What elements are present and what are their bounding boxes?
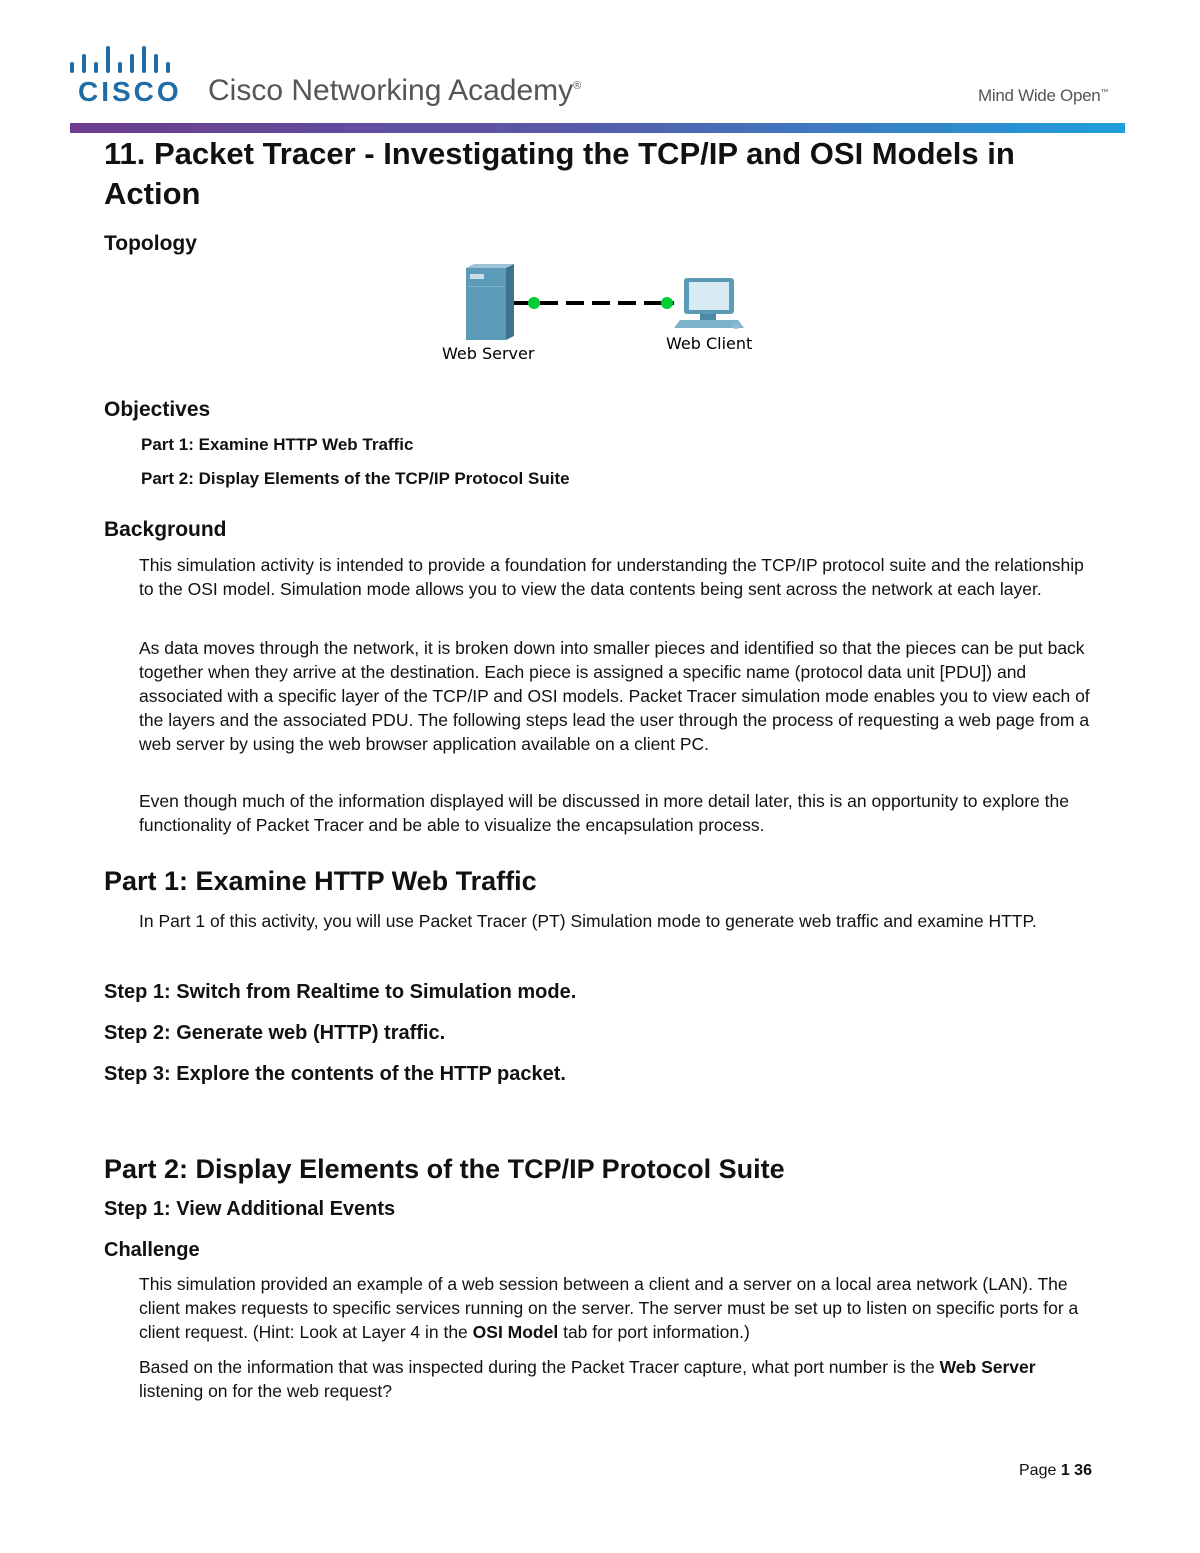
document-title: 11. Packet Tracer - Investigating the TCP/IP and OSI Models in Action (104, 136, 1015, 211)
web-server-icon (466, 264, 514, 340)
part2-heading: Part 2: Display Elements of the TCP/IP Protocol Suite (104, 1154, 785, 1184)
web-server-label: Web Server (442, 344, 535, 363)
background-heading: Background (104, 518, 227, 541)
topology-diagram (438, 262, 768, 372)
part1-step: Step 2: Generate web (HTTP) traffic. (104, 1022, 446, 1044)
web-client-label: Web Client (666, 334, 753, 353)
server-link-light (528, 297, 540, 309)
background-paragraph: As data moves through the network, it is broken down into smaller pieces and identified so that the pieces can be put back together when they arrive at the destination. Each piece is assigned a specific name (protocol data unit [PDU]) and associated with a specific layer of the TCP/IP and OSI models. Packet Tracer simulation mode enables you to view each of the layers and the associated PDU. The following steps lead the user through the process of requesting a web page from a web server by using the web browser application available on a client PC. (139, 638, 1090, 754)
challenge-heading: Challenge (104, 1239, 200, 1261)
part1-heading: Part 1: Examine HTTP Web Traffic (104, 866, 537, 896)
academy-title: Cisco Networking Academy® (208, 74, 582, 107)
header-accent-bar (70, 123, 1125, 133)
background-paragraph: This simulation activity is intended to provide a foundation for understanding the TCP/IP protocol suite and the relationship to the OSI model. Simulation mode allows you to view the data contents being sent across the network at each layer. (139, 555, 1084, 599)
web-client-icon (674, 278, 744, 329)
part1-intro: In Part 1 of this activity, you will use Packet Tracer (PT) Simulation mode to generate web traffic and examine HTTP. (139, 911, 1037, 931)
cisco-wordmark: CISCO (78, 76, 182, 107)
part1-step: Step 1: Switch from Realtime to Simulation mode. (104, 981, 577, 1003)
tagline: Mind Wide Open™ (978, 86, 1109, 105)
objective-item: Part 2: Display Elements of the TCP/IP Protocol Suite (141, 469, 570, 488)
client-link-light (661, 297, 673, 309)
part1-step: Step 3: Explore the contents of the HTTP packet. (104, 1063, 566, 1085)
challenge-paragraph: This simulation provided an example of a web session between a client and a server on a local area network (LAN). The client makes requests to specific services running on the server. The server must be set up to listen on specific ports for a client request. (Hint: Look at Layer 4 in the OSI Model tab for port information.) (139, 1274, 1079, 1342)
objectives-heading: Objectives (104, 398, 211, 421)
part2-step: Step 1: View Additional Events (104, 1198, 396, 1220)
topology-heading: Topology (104, 232, 197, 255)
page-number: Page 1 36 (1019, 1462, 1092, 1479)
challenge-question: Based on the information that was inspected during the Packet Tracer capture, what port number is the Web Server listening on for the web request? (139, 1357, 1036, 1401)
background-paragraph: Even though much of the information displayed will be discussed in more detail later, this is an opportunity to explore the functionality of Packet Tracer and be able to visualize the encapsulation process. (139, 791, 1069, 835)
objective-item: Part 1: Examine HTTP Web Traffic (141, 435, 414, 454)
